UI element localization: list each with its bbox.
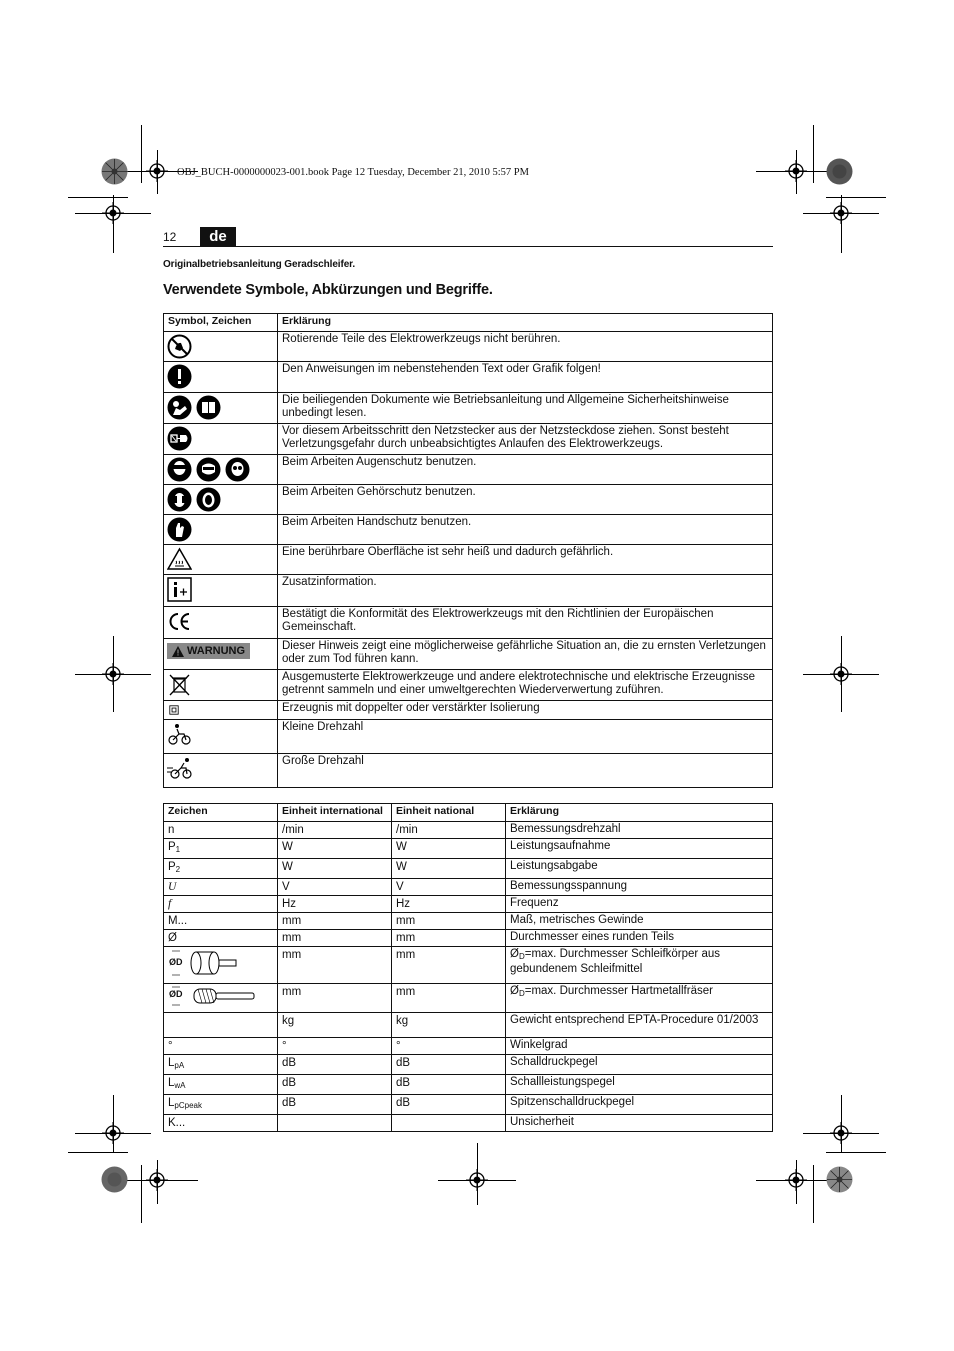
table-row — [164, 947, 773, 984]
symbol-icons — [167, 457, 274, 482]
table-row — [164, 670, 773, 701]
table-row — [164, 1095, 773, 1115]
table-row — [164, 701, 773, 720]
section-title: Verwendete Symbole, Abkürzungen und Begriffe. — [163, 282, 493, 298]
symbol-icons — [167, 547, 274, 572]
symbol-text: M... — [168, 915, 188, 927]
symbol-subscript: wA — [174, 1081, 186, 1090]
unit-national-cell: /min — [392, 822, 506, 839]
unplug-icon — [167, 426, 192, 451]
explanation-text: Unsicherheit — [510, 1116, 574, 1128]
symbol-text: L — [168, 1097, 175, 1109]
symbol-cell — [164, 879, 278, 896]
symbol-icons — [167, 395, 274, 420]
symbol-icons — [167, 487, 274, 512]
explanation-cell: Kleine Drehzahl — [278, 720, 773, 754]
symbol-text: P — [168, 841, 176, 853]
unit-national-cell — [392, 1115, 506, 1132]
crop-mark — [826, 197, 886, 198]
calibration-disc-icon — [826, 158, 853, 185]
crop-mark — [141, 125, 142, 183]
table-row — [164, 515, 773, 545]
unit-international-cell: ° — [278, 1038, 392, 1055]
table-row — [164, 1115, 773, 1132]
unit-national-cell: mm — [392, 913, 506, 930]
explanation-cell: Die beiliegenden Dokumente wie Betriebsanleitung und Allgemeine Sicherheitshinweise unbedingt lesen. — [278, 393, 773, 424]
unit-national-cell: ° — [392, 1038, 506, 1055]
registration-mark-icon — [830, 1122, 852, 1144]
symbol-cell — [164, 896, 278, 913]
explanation-text: Bemessungsspannung — [510, 880, 627, 892]
unit-international-cell: dB — [278, 1095, 392, 1115]
symbol-cell — [164, 607, 278, 639]
warning-badge — [167, 643, 250, 659]
symbol-cell — [164, 393, 278, 424]
slow-speed-icon — [167, 722, 192, 747]
double-insulation-icon — [167, 703, 181, 717]
fast-speed-icon — [167, 756, 192, 781]
unit-national-cell: W — [392, 839, 506, 859]
unit-national-cell: mm — [392, 984, 506, 1013]
symbol-cell — [164, 984, 278, 1013]
symbol-text: L — [168, 1057, 175, 1069]
unit-international-cell: dB — [278, 1075, 392, 1095]
crop-mark — [141, 1165, 142, 1223]
explanation-cell — [506, 839, 773, 859]
table-row — [164, 332, 773, 362]
header-rule — [163, 246, 773, 247]
registration-mark-icon — [146, 160, 168, 182]
calibration-disc-icon — [101, 1166, 128, 1193]
symbol-cell — [164, 545, 278, 575]
symbol-text: f — [168, 898, 172, 910]
registration-mark-icon — [102, 663, 124, 685]
explanation-cell — [506, 1055, 773, 1075]
symbol-icons — [167, 641, 274, 659]
explanation-text: Schallleistungspegel — [510, 1076, 615, 1088]
explanation-cell: Eine berührbare Oberfläche ist sehr heiß und dadurch gefährlich. — [278, 545, 773, 575]
explanation-cell — [506, 947, 773, 984]
table-row — [164, 485, 773, 515]
symbol-subscript: pA — [174, 1061, 185, 1070]
table-row — [164, 879, 773, 896]
symbol-icons — [167, 334, 274, 359]
symbol-cell — [164, 575, 278, 607]
explanation-text: Spitzenschalldruckpegel — [510, 1096, 635, 1108]
column-header: Zeichen — [164, 804, 278, 822]
unit-national-cell: W — [392, 859, 506, 879]
symbol-cell — [164, 1095, 278, 1115]
warning-label: WARNUNG — [187, 644, 246, 657]
page-number: 12 — [163, 230, 177, 244]
symbol-cell — [164, 913, 278, 930]
symbol-subscript: pCpeak — [174, 1101, 202, 1110]
column-header: Einheit international — [278, 804, 392, 822]
symbols-table — [163, 313, 773, 788]
table-row — [164, 984, 773, 1013]
symbol-text: L — [168, 1077, 175, 1089]
explanation-text: Winkelgrad — [510, 1039, 568, 1051]
unit-international-cell: /min — [278, 822, 392, 839]
book-icon — [196, 395, 221, 420]
table-row — [164, 575, 773, 607]
unit-international-cell: mm — [278, 930, 392, 947]
symbol-icons — [167, 722, 274, 747]
table-row — [164, 607, 773, 639]
symbol-icons — [167, 426, 274, 451]
symbol-cell — [164, 1075, 278, 1095]
manual-subtitle: Originalbetriebsanleitung Geradschleifer. — [163, 259, 356, 270]
explanation-cell: Rotierende Teile des Elektrowerkzeugs nicht berühren. — [278, 332, 773, 362]
crop-mark — [68, 197, 128, 198]
goggles-icon — [225, 457, 250, 482]
calibration-disc-icon — [101, 158, 128, 185]
explanation-cell — [506, 879, 773, 896]
table-header-row — [164, 314, 773, 332]
explanation-cell — [506, 859, 773, 879]
exclamation-icon — [167, 364, 192, 389]
table-row — [164, 930, 773, 947]
explanation-cell: Beim Arbeiten Augenschutz benutzen. — [278, 455, 773, 485]
symbol-icons — [167, 672, 274, 697]
symbol-cell — [164, 424, 278, 455]
explanation-cell — [506, 930, 773, 947]
symbol-cell — [164, 720, 278, 754]
explanation-cell: Vor diesem Arbeitsschritt den Netzstecker aus der Netzsteckdose ziehen. Sonst besteht Verletzungsgefahr durch unbeabsichtigtes Anlaufen des Elektrowerkzeugs. — [278, 424, 773, 455]
diameter-subscript: D — [518, 989, 525, 998]
explanation-cell — [506, 1075, 773, 1095]
symbol-text: Ø — [168, 932, 177, 944]
read-manual-icon — [167, 395, 192, 420]
hot-surface-icon — [167, 547, 192, 572]
symbol-cell — [164, 839, 278, 859]
explanation-text: Bemessungsdrehzahl — [510, 823, 621, 835]
column-header: Erklärung — [278, 314, 773, 332]
diameter-label: ØD — [169, 957, 183, 967]
symbol-icons — [167, 577, 274, 602]
explanation-cell — [506, 1038, 773, 1055]
crop-mark — [813, 125, 814, 183]
column-header: Symbol, Zeichen — [164, 314, 278, 332]
unit-national-cell: V — [392, 879, 506, 896]
column-header: Erklärung — [506, 804, 773, 822]
table-row — [164, 822, 773, 839]
face-shield-icon — [167, 457, 192, 482]
explanation-cell: Beim Arbeiten Handschutz benutzen. — [278, 515, 773, 545]
symbol-icons — [167, 517, 274, 542]
crop-mark — [826, 1152, 886, 1153]
explanation-text: Schalldruckpegel — [510, 1056, 598, 1068]
registration-mark-icon — [146, 1169, 168, 1191]
table-row — [164, 896, 773, 913]
explanation-cell — [506, 896, 773, 913]
units-table — [163, 803, 773, 1132]
calibration-disc-icon — [826, 1166, 853, 1193]
ce-mark-icon — [167, 609, 192, 634]
carbide-cutter-diameter-icon — [168, 985, 258, 1011]
unit-international-cell — [278, 1115, 392, 1132]
symbol-cell — [164, 1115, 278, 1132]
symbol-text: U — [168, 881, 177, 893]
symbol-cell — [164, 515, 278, 545]
table-row — [164, 455, 773, 485]
explanation-cell: Erzeugnis mit doppelter oder verstärkter Isolierung — [278, 701, 773, 720]
grinding-body-diameter-icon — [168, 948, 238, 982]
explanation-cell: Ausgemusterte Elektrowerkzeuge und andere elektrotechnische und elektrische Erzeugnisse getrennt sammeln und einer umweltgerechten Wiederverwertung zuführen. — [278, 670, 773, 701]
explanation-cell: Dieser Hinweis zeigt eine möglicherweise gefährliche Situation an, die zu ernsten Verletzungen oder zum Tod führen kann. — [278, 639, 773, 670]
table-row — [164, 720, 773, 754]
explanation-cell — [506, 984, 773, 1013]
symbol-subscript: 2 — [175, 865, 181, 874]
explanation-cell — [506, 822, 773, 839]
safety-glasses-icon — [196, 457, 221, 482]
explanation-cell — [506, 1095, 773, 1115]
symbol-icons — [167, 609, 274, 634]
ear-protection-icon — [167, 487, 192, 512]
explanation-cell — [506, 1013, 773, 1038]
explanation-cell: Beim Arbeiten Gehörschutz benutzen. — [278, 485, 773, 515]
glove-icon — [167, 517, 192, 542]
symbol-cell — [164, 362, 278, 393]
symbol-subscript: 1 — [175, 845, 181, 854]
table-row — [164, 362, 773, 393]
crossed-bin-icon — [167, 672, 192, 697]
explanation-text: =max. Durchmesser Hartmetallfräser — [524, 985, 713, 997]
symbol-cell — [164, 1013, 278, 1038]
explanation-text: Leistungsabgabe — [510, 860, 598, 872]
column-header: Einheit national — [392, 804, 506, 822]
explanation-cell: Zusatzinformation. — [278, 575, 773, 607]
ear-protection-2-icon — [196, 487, 221, 512]
crop-mark — [68, 1152, 128, 1153]
crop-mark — [813, 1165, 814, 1223]
explanation-text: Frequenz — [510, 897, 559, 909]
unit-international-cell: mm — [278, 913, 392, 930]
table-row — [164, 859, 773, 879]
unit-national-cell: dB — [392, 1075, 506, 1095]
explanation-cell: Den Anweisungen im nebenstehenden Text oder Grafik folgen! — [278, 362, 773, 393]
unit-national-cell: mm — [392, 947, 506, 984]
explanation-text: =max. Durchmesser Schleifkörper aus gebundenem Schleifmittel — [510, 948, 720, 975]
symbol-cell — [164, 332, 278, 362]
unit-international-cell: W — [278, 859, 392, 879]
symbol-cell — [164, 859, 278, 879]
table-row — [164, 545, 773, 575]
symbol-cell — [164, 930, 278, 947]
explanation-cell: Bestätigt die Konformität des Elektrowerkzeugs mit den Richtlinien der Europäischen Gemeinschaft. — [278, 607, 773, 639]
diameter-symbol: Ø — [510, 948, 519, 960]
symbol-cell — [164, 1038, 278, 1055]
unit-national-cell: dB — [392, 1095, 506, 1115]
symbol-cell — [164, 455, 278, 485]
table-header-row — [164, 804, 773, 822]
unit-international-cell: mm — [278, 947, 392, 984]
symbol-cell — [164, 670, 278, 701]
registration-mark-icon — [785, 160, 807, 182]
unit-international-cell: V — [278, 879, 392, 896]
unit-international-cell: kg — [278, 1013, 392, 1038]
table-row — [164, 913, 773, 930]
unit-national-cell: mm — [392, 930, 506, 947]
unit-international-cell: Hz — [278, 896, 392, 913]
symbol-cell — [164, 485, 278, 515]
explanation-cell — [506, 913, 773, 930]
table-row — [164, 424, 773, 455]
unit-international-cell: mm — [278, 984, 392, 1013]
table-row — [164, 1055, 773, 1075]
symbol-text: ° — [168, 1040, 173, 1052]
table-row — [164, 639, 773, 670]
registration-mark-icon — [785, 1169, 807, 1191]
unit-national-cell: Hz — [392, 896, 506, 913]
explanation-text: Maß, metrisches Gewinde — [510, 914, 644, 926]
table-row — [164, 1038, 773, 1055]
symbol-cell — [164, 947, 278, 984]
registration-mark-icon — [830, 663, 852, 685]
symbol-icons — [167, 756, 274, 781]
info-plus-icon — [167, 577, 192, 602]
explanation-cell — [506, 1115, 773, 1132]
diameter-symbol: Ø — [510, 985, 519, 997]
symbol-text: K... — [168, 1117, 186, 1129]
explanation-text: Gewicht entsprechend EPTA-Procedure 01/2003 — [510, 1014, 759, 1026]
unit-international-cell: dB — [278, 1055, 392, 1075]
table-row — [164, 754, 773, 788]
warning-triangle-icon — [172, 646, 184, 657]
registration-mark-icon — [102, 202, 124, 224]
table-row — [164, 1013, 773, 1038]
symbol-cell — [164, 701, 278, 720]
table-row — [164, 839, 773, 859]
registration-mark-icon — [466, 1169, 488, 1191]
table-row — [164, 393, 773, 424]
explanation-text: Leistungsaufnahme — [510, 840, 611, 852]
unit-national-cell: dB — [392, 1055, 506, 1075]
no-touch-rotating-icon — [167, 334, 192, 359]
symbol-cell — [164, 822, 278, 839]
diameter-label: ØD — [169, 989, 183, 999]
unit-international-cell: W — [278, 839, 392, 859]
explanation-cell: Große Drehzahl — [278, 754, 773, 788]
symbol-text: P — [168, 861, 176, 873]
unit-national-cell: kg — [392, 1013, 506, 1038]
table-row — [164, 1075, 773, 1095]
registration-mark-icon — [830, 202, 852, 224]
file-header: OBJ_BUCH-0000000023-001.book Page 12 Tuesday, December 21, 2010 5:57 PM — [177, 167, 529, 178]
explanation-text: Durchmesser eines runden Teils — [510, 931, 675, 943]
symbol-text: n — [168, 824, 175, 836]
diameter-subscript: D — [518, 952, 525, 961]
symbol-cell — [164, 639, 278, 670]
symbol-cell — [164, 1055, 278, 1075]
symbol-icons — [167, 364, 274, 389]
registration-mark-icon — [102, 1122, 124, 1144]
language-badge: de — [200, 227, 236, 246]
symbol-icons — [167, 703, 274, 717]
symbol-cell — [164, 754, 278, 788]
